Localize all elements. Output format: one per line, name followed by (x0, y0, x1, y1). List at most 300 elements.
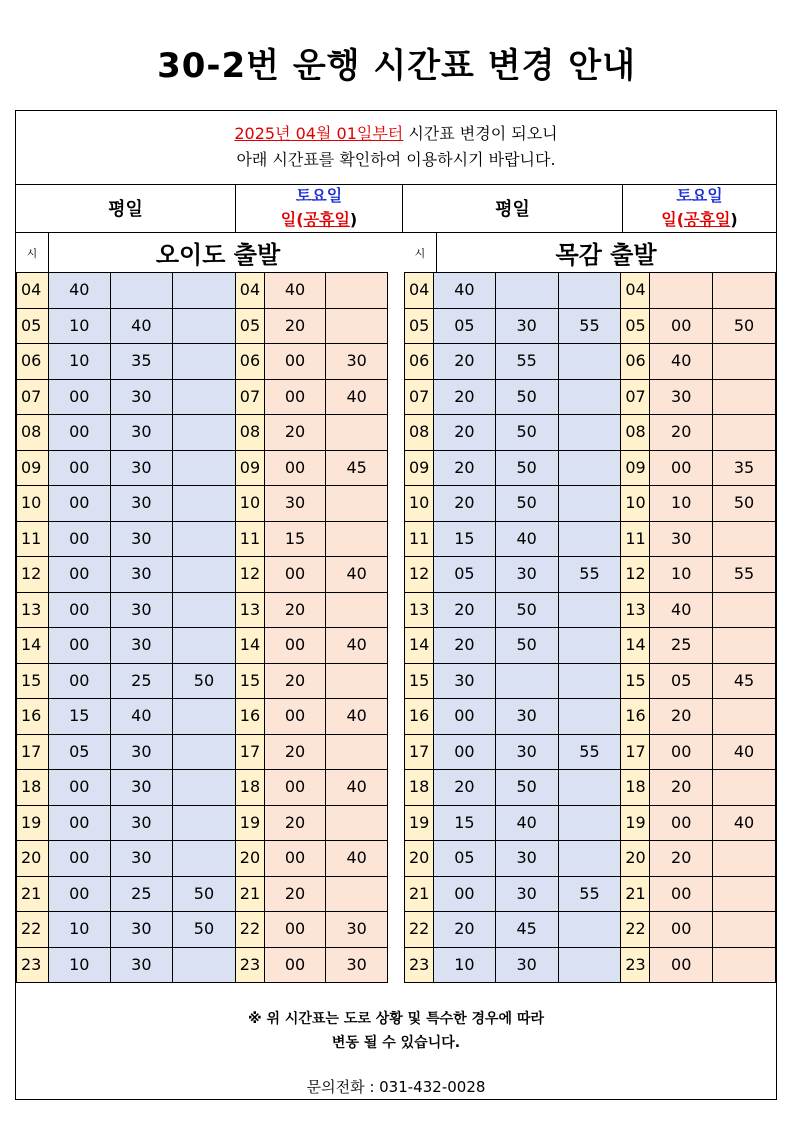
weekend-hour-cell: 20 (235, 841, 264, 877)
weekend-minute (326, 663, 388, 699)
weekend-minute (713, 521, 776, 557)
weekday-minute (558, 663, 621, 699)
weekend-hour-cell: 19 (235, 805, 264, 841)
weekend-minute (713, 628, 776, 664)
weekend-minute: 00 (650, 876, 713, 912)
weekend-minute (713, 592, 776, 628)
weekend-minute: 00 (650, 450, 713, 486)
weekday-minute (173, 308, 236, 344)
weekend-minute (713, 841, 776, 877)
table-row (405, 486, 776, 522)
weekend-minute: 00 (650, 912, 713, 948)
weekday-minute: 00 (48, 628, 110, 664)
weekday-minute: 00 (48, 521, 110, 557)
weekday-minute (558, 805, 621, 841)
weekend-hour-cell: 13 (621, 592, 650, 628)
weekend-minute (713, 947, 776, 983)
weekday-minute (558, 628, 621, 664)
weekend-minute: 40 (713, 805, 776, 841)
weekend-hour-cell: 05 (235, 308, 264, 344)
weekday-minute: 40 (110, 699, 173, 735)
weekend-minute: 30 (650, 521, 713, 557)
hour-cell: 23 (17, 947, 49, 983)
hour-cell: 07 (17, 379, 49, 415)
weekday-minute: 50 (495, 450, 558, 486)
weekend-minute (326, 521, 388, 557)
weekday-minute: 50 (495, 415, 558, 451)
weekend-minute (650, 273, 713, 309)
weekend-minute: 40 (650, 592, 713, 628)
weekday-minute (558, 344, 621, 380)
table-row (17, 734, 388, 770)
weekend-hour-cell: 17 (621, 734, 650, 770)
weekday-minute: 00 (48, 592, 110, 628)
hour-cell: 11 (17, 521, 49, 557)
weekend-minute: 00 (264, 699, 326, 735)
weekend-minute (326, 308, 388, 344)
weekend-minute (713, 912, 776, 948)
table-row (17, 912, 388, 948)
weekend-minute: 30 (326, 912, 388, 948)
weekend-minute: 40 (326, 557, 388, 593)
weekend-minute: 20 (264, 805, 326, 841)
hour-cell: 09 (17, 450, 49, 486)
hour-cell: 20 (17, 841, 49, 877)
weekday-minute: 20 (433, 770, 495, 806)
weekend-hour-cell: 19 (621, 805, 650, 841)
table-row (405, 947, 776, 983)
hour-cell: 12 (405, 557, 434, 593)
weekday-minute: 55 (558, 557, 621, 593)
weekend-minute: 20 (264, 308, 326, 344)
weekend-header-mokgam: 토요일 일(공휴일) (622, 184, 776, 233)
weekday-minute: 50 (495, 628, 558, 664)
weekday-minute: 00 (433, 876, 495, 912)
hour-cell: 07 (405, 379, 434, 415)
hour-cell: 06 (405, 344, 434, 380)
weekend-minute: 45 (326, 450, 388, 486)
hour-cell: 12 (17, 557, 49, 593)
weekend-minute: 00 (264, 379, 326, 415)
weekday-minute (173, 521, 236, 557)
weekend-hour-cell: 21 (621, 876, 650, 912)
weekend-minute: 20 (264, 592, 326, 628)
weekend-minute: 50 (713, 486, 776, 522)
weekday-minute: 20 (433, 344, 495, 380)
weekend-minute: 45 (713, 663, 776, 699)
weekend-minute: 20 (264, 663, 326, 699)
hour-cell: 04 (405, 273, 434, 309)
weekday-minute: 10 (48, 912, 110, 948)
weekday-header-mokgam: 평일 (403, 184, 622, 233)
weekday-minute: 20 (433, 450, 495, 486)
weekday-minute (173, 628, 236, 664)
weekday-minute: 50 (173, 912, 236, 948)
weekend-minute: 35 (713, 450, 776, 486)
weekday-minute (173, 344, 236, 380)
weekday-minute: 20 (433, 486, 495, 522)
weekend-minute (713, 379, 776, 415)
weekday-minute: 30 (110, 912, 173, 948)
weekday-minute: 45 (495, 912, 558, 948)
weekend-minute (713, 415, 776, 451)
table-row (405, 876, 776, 912)
weekday-minute: 40 (110, 308, 173, 344)
weekend-minute (713, 273, 776, 309)
weekend-hour-cell: 07 (235, 379, 264, 415)
weekday-minute: 50 (173, 876, 236, 912)
weekend-minute: 00 (264, 628, 326, 664)
weekday-minute: 40 (495, 805, 558, 841)
weekend-minute: 20 (650, 770, 713, 806)
weekday-minute (173, 592, 236, 628)
weekday-minute: 30 (495, 841, 558, 877)
weekend-minute: 20 (650, 415, 713, 451)
table-row (17, 841, 388, 877)
weekday-minute: 55 (558, 734, 621, 770)
weekend-minute: 00 (264, 912, 326, 948)
table-row (405, 912, 776, 948)
weekend-hour-cell: 06 (621, 344, 650, 380)
weekend-minute: 40 (713, 734, 776, 770)
weekday-minute: 30 (110, 805, 173, 841)
weekday-minute (173, 450, 236, 486)
hour-cell: 11 (405, 521, 434, 557)
weekday-minute: 50 (173, 663, 236, 699)
weekend-minute: 20 (650, 699, 713, 735)
weekend-minute: 00 (650, 805, 713, 841)
weekend-header-oido: 토요일 일(공휴일) (235, 184, 403, 233)
weekday-minute: 00 (48, 841, 110, 877)
weekday-minute: 35 (110, 344, 173, 380)
weekday-minute: 30 (110, 628, 173, 664)
hour-cell: 19 (17, 805, 49, 841)
hour-cell: 21 (17, 876, 49, 912)
weekend-minute: 40 (326, 628, 388, 664)
weekend-hour-cell: 18 (621, 770, 650, 806)
table-row (405, 557, 776, 593)
table-row (17, 557, 388, 593)
weekday-minute (558, 947, 621, 983)
section-title: 오이도 출발 (155, 241, 281, 269)
footer-note-1: ※ 위 시간표는 도로 상황 및 특수한 경우에 따라 (247, 1011, 545, 1027)
weekend-minute: 25 (650, 628, 713, 664)
weekday-minute: 30 (110, 557, 173, 593)
table-row (17, 770, 388, 806)
hour-cell: 17 (17, 734, 49, 770)
weekday-minute: 00 (433, 699, 495, 735)
weekday-minute: 30 (110, 415, 173, 451)
section-head (404, 233, 776, 272)
hour-cell: 09 (405, 450, 434, 486)
weekend-minute: 20 (264, 876, 326, 912)
weekday-minute: 15 (433, 805, 495, 841)
hour-cell: 23 (405, 947, 434, 983)
weekend-minute: 10 (650, 486, 713, 522)
weekday-minute: 20 (433, 628, 495, 664)
table-row (17, 805, 388, 841)
table-row (405, 663, 776, 699)
weekday-minute (173, 379, 236, 415)
weekend-minute (713, 699, 776, 735)
section-title: 목감 출발 (555, 241, 657, 269)
weekday-minute: 00 (48, 805, 110, 841)
weekend-minute: 00 (264, 770, 326, 806)
table-row (17, 344, 388, 380)
table-row (17, 308, 388, 344)
weekday-minute: 30 (495, 947, 558, 983)
section-head (16, 233, 388, 272)
weekday-minute: 15 (48, 699, 110, 735)
weekend-minute: 40 (326, 379, 388, 415)
weekday-minute: 40 (495, 521, 558, 557)
weekday-minute (110, 273, 173, 309)
weekday-minute: 05 (433, 841, 495, 877)
weekend-hour-cell: 15 (621, 663, 650, 699)
weekend-minute: 40 (326, 841, 388, 877)
weekday-minute (558, 486, 621, 522)
weekend-hour-cell: 14 (621, 628, 650, 664)
weekday-minute: 55 (558, 876, 621, 912)
contact-phone: 문의전화 : 031-432-0028 (306, 1078, 486, 1096)
weekday-minute: 30 (110, 947, 173, 983)
hour-label: 시 (16, 233, 49, 272)
weekend-hour-cell: 23 (235, 947, 264, 983)
weekend-minute: 00 (650, 947, 713, 983)
timetable-grid (404, 272, 776, 983)
weekday-minute (558, 841, 621, 877)
hour-cell: 17 (405, 734, 434, 770)
hour-cell: 22 (405, 912, 434, 948)
weekday-minute (558, 912, 621, 948)
hour-cell: 18 (17, 770, 49, 806)
table-row (405, 521, 776, 557)
hour-cell: 05 (17, 308, 49, 344)
hour-cell: 13 (17, 592, 49, 628)
weekday-minute (558, 592, 621, 628)
weekday-minute: 50 (495, 592, 558, 628)
table-row (17, 699, 388, 735)
table-row (405, 379, 776, 415)
table-row (17, 592, 388, 628)
effective-date: 2025년 04월 01일부터 (234, 124, 404, 143)
weekday-minute: 20 (433, 379, 495, 415)
hour-cell: 14 (405, 628, 434, 664)
weekday-minute: 55 (558, 308, 621, 344)
weekday-minute: 25 (110, 876, 173, 912)
weekday-minute (173, 486, 236, 522)
weekday-minute: 00 (48, 770, 110, 806)
weekend-header-top: 토요일 (295, 186, 343, 205)
table-row (405, 344, 776, 380)
weekend-minute: 05 (650, 663, 713, 699)
weekday-minute: 50 (495, 379, 558, 415)
weekend-minute: 00 (264, 450, 326, 486)
weekday-minute: 30 (110, 592, 173, 628)
weekday-minute: 30 (110, 450, 173, 486)
weekend-hour-cell: 13 (235, 592, 264, 628)
hour-cell: 16 (405, 699, 434, 735)
weekday-minute: 10 (48, 947, 110, 983)
weekend-hour-cell: 20 (621, 841, 650, 877)
weekend-minute: 20 (650, 841, 713, 877)
weekend-hour-cell: 15 (235, 663, 264, 699)
table-row (405, 450, 776, 486)
weekday-minute (558, 415, 621, 451)
hour-cell: 21 (405, 876, 434, 912)
hour-cell: 18 (405, 770, 434, 806)
weekend-hour-cell: 14 (235, 628, 264, 664)
weekday-minute (495, 273, 558, 309)
weekday-minute: 50 (495, 486, 558, 522)
hour-label: 시 (404, 233, 437, 272)
weekend-hour-cell: 11 (235, 521, 264, 557)
weekend-hour-cell: 05 (621, 308, 650, 344)
table-row (17, 876, 388, 912)
change-notice (16, 111, 776, 185)
weekday-minute: 30 (110, 841, 173, 877)
table-row (17, 450, 388, 486)
weekday-minute (558, 770, 621, 806)
table-row (17, 521, 388, 557)
hour-cell: 22 (17, 912, 49, 948)
hour-cell: 10 (17, 486, 49, 522)
hour-cell: 19 (405, 805, 434, 841)
weekday-minute (173, 947, 236, 983)
weekend-hour-cell: 07 (621, 379, 650, 415)
weekend-minute (326, 592, 388, 628)
weekend-minute: 00 (264, 344, 326, 380)
weekday-minute (173, 415, 236, 451)
table-row (17, 486, 388, 522)
hour-cell: 15 (17, 663, 49, 699)
weekday-minute: 00 (433, 734, 495, 770)
weekday-minute (173, 699, 236, 735)
weekend-hour-cell: 21 (235, 876, 264, 912)
weekend-hour-cell: 16 (621, 699, 650, 735)
weekend-minute: 55 (713, 557, 776, 593)
weekday-minute: 30 (110, 486, 173, 522)
weekend-hour-cell: 04 (235, 273, 264, 309)
notice-line1: 시간표 변경이 되오니 (403, 124, 558, 143)
weekend-minute (326, 273, 388, 309)
weekend-hour-cell: 12 (235, 557, 264, 593)
weekend-minute (326, 876, 388, 912)
weekend-minute (326, 805, 388, 841)
table-row (405, 770, 776, 806)
weekend-minute: 00 (650, 734, 713, 770)
weekend-minute (326, 734, 388, 770)
weekend-minute: 40 (326, 770, 388, 806)
weekday-minute: 00 (48, 876, 110, 912)
table-row (17, 947, 388, 983)
weekday-minute: 05 (48, 734, 110, 770)
weekend-hour-cell: 06 (235, 344, 264, 380)
weekday-minute: 50 (495, 770, 558, 806)
hour-cell: 10 (405, 486, 434, 522)
weekday-minute (173, 841, 236, 877)
weekend-hour-cell: 10 (235, 486, 264, 522)
hour-cell: 20 (405, 841, 434, 877)
hour-cell: 16 (17, 699, 49, 735)
weekend-minute: 30 (326, 947, 388, 983)
weekday-minute: 10 (48, 308, 110, 344)
weekend-minute (326, 486, 388, 522)
weekday-minute: 10 (433, 947, 495, 983)
hour-cell: 08 (17, 415, 49, 451)
weekend-hour-cell: 08 (621, 415, 650, 451)
weekday-minute (558, 273, 621, 309)
weekday-minute: 25 (110, 663, 173, 699)
weekend-minute: 20 (264, 415, 326, 451)
table-row (405, 273, 776, 309)
weekend-minute (326, 415, 388, 451)
weekday-minute: 00 (48, 486, 110, 522)
weekday-minute: 40 (48, 273, 110, 309)
hour-cell: 15 (405, 663, 434, 699)
table-row (405, 415, 776, 451)
weekend-minute: 00 (264, 947, 326, 983)
weekday-minute (173, 557, 236, 593)
weekend-minute (713, 770, 776, 806)
footer-note-2: 변동 될 수 있습니다. (331, 1035, 461, 1051)
weekend-hour-cell: 18 (235, 770, 264, 806)
table-row (405, 805, 776, 841)
weekend-hour-cell: 10 (621, 486, 650, 522)
weekday-minute: 20 (433, 912, 495, 948)
weekend-minute: 30 (264, 486, 326, 522)
weekday-minute: 55 (495, 344, 558, 380)
notice-line2: 아래 시간표를 확인하여 이용하시기 바랍니다. (236, 150, 556, 169)
weekday-header-oido: 평일 (16, 184, 235, 233)
weekday-minute: 40 (433, 273, 495, 309)
weekend-minute: 30 (650, 379, 713, 415)
weekday-minute: 30 (495, 557, 558, 593)
weekday-minute (173, 273, 236, 309)
weekday-minute (558, 450, 621, 486)
weekday-minute: 30 (495, 308, 558, 344)
timetable-grid (16, 272, 388, 983)
weekend-minute (713, 344, 776, 380)
weekend-header-top: 토요일 (676, 186, 723, 205)
weekend-minute: 00 (650, 308, 713, 344)
weekend-hour-cell: 04 (621, 273, 650, 309)
weekday-minute (558, 699, 621, 735)
weekend-minute: 00 (264, 841, 326, 877)
weekday-minute: 30 (110, 734, 173, 770)
weekend-minute: 20 (264, 734, 326, 770)
weekend-minute: 15 (264, 521, 326, 557)
weekday-minute: 00 (48, 415, 110, 451)
timetable-frame (15, 110, 777, 1100)
weekend-minute: 10 (650, 557, 713, 593)
weekday-minute (495, 663, 558, 699)
table-row (17, 628, 388, 664)
weekday-minute: 30 (433, 663, 495, 699)
weekday-minute: 20 (433, 415, 495, 451)
weekend-hour-cell: 09 (621, 450, 650, 486)
table-row (405, 734, 776, 770)
weekend-minute: 50 (713, 308, 776, 344)
table-row (405, 592, 776, 628)
weekend-hour-cell: 12 (621, 557, 650, 593)
weekend-hour-cell: 16 (235, 699, 264, 735)
table-row (405, 699, 776, 735)
weekday-minute: 05 (433, 308, 495, 344)
weekday-minute: 30 (110, 379, 173, 415)
weekend-hour-cell: 22 (621, 912, 650, 948)
weekend-hour-cell: 22 (235, 912, 264, 948)
